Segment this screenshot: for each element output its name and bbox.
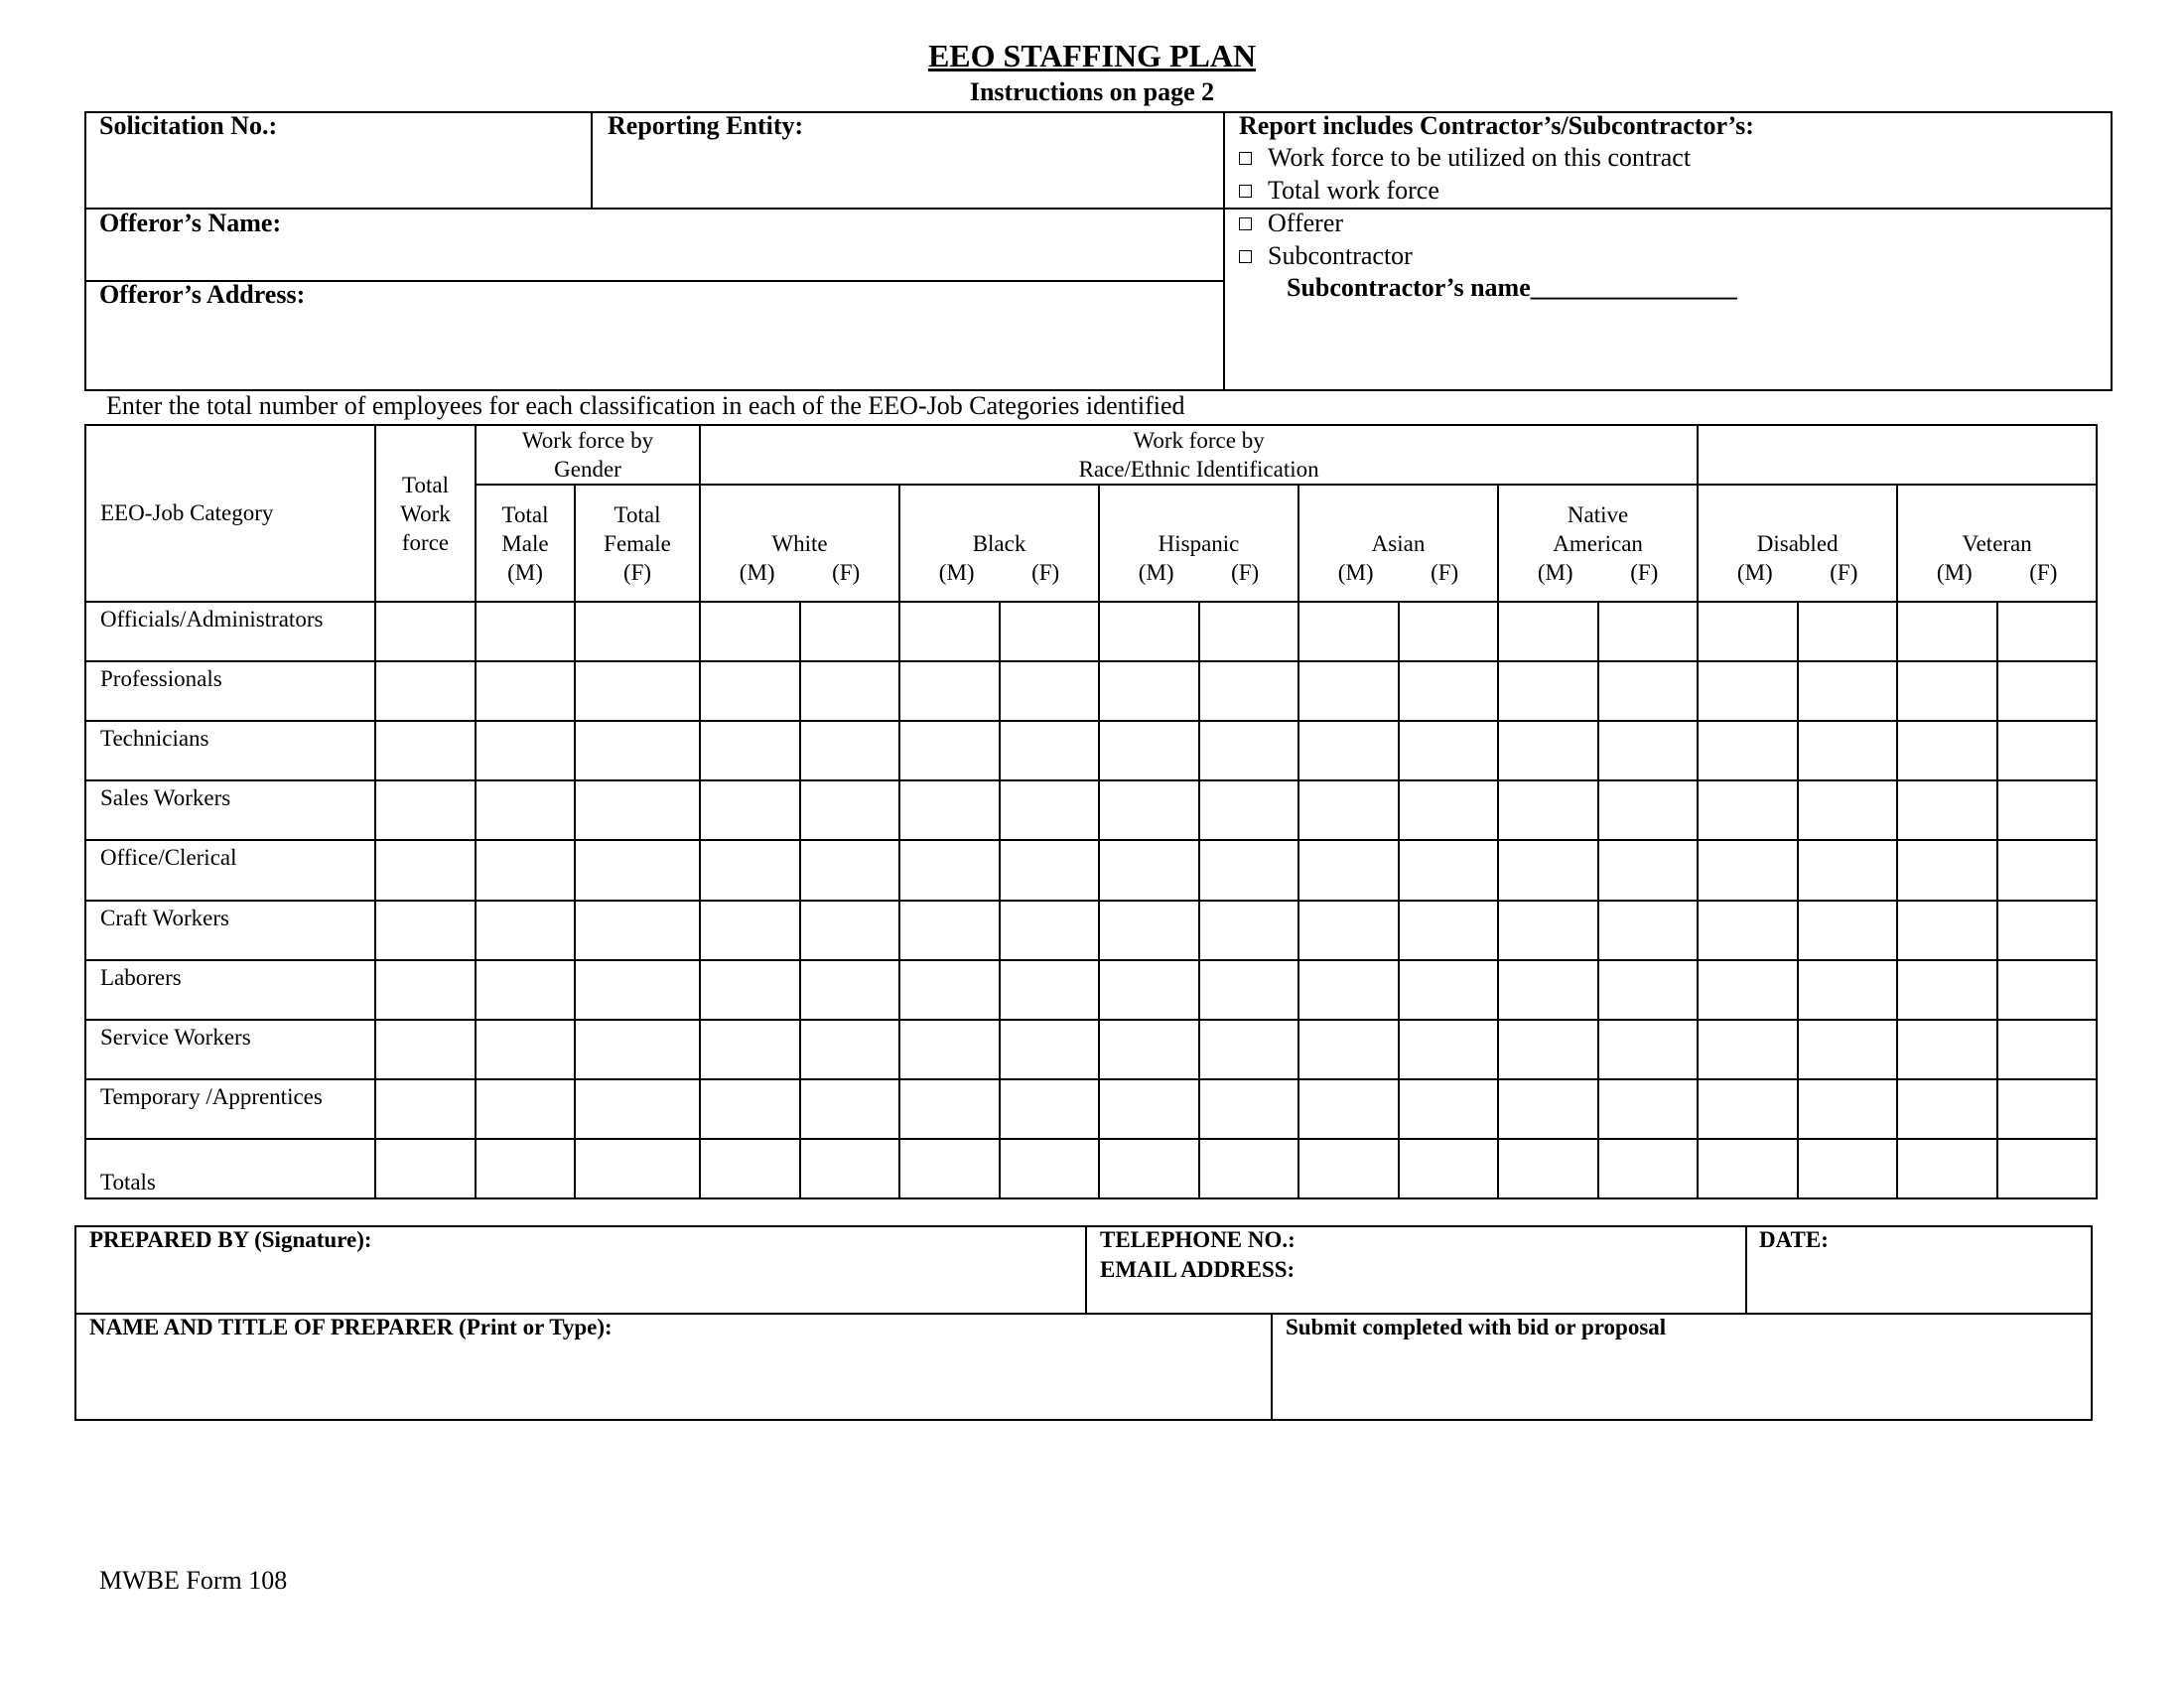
count-cell[interactable] (1298, 901, 1399, 960)
count-cell[interactable] (1399, 602, 1498, 661)
option-subcontractor[interactable] (1239, 241, 1413, 271)
count-cell[interactable] (575, 1139, 700, 1198)
count-cell[interactable] (1498, 901, 1598, 960)
count-cell[interactable] (1099, 780, 1199, 840)
count-cell[interactable] (1199, 960, 1298, 1020)
count-cell[interactable] (375, 1139, 476, 1198)
count-cell[interactable] (1000, 661, 1099, 721)
count-cell[interactable] (1598, 1079, 1698, 1139)
header-line: Female (604, 530, 671, 556)
count-cell[interactable] (1399, 661, 1498, 721)
count-cell[interactable] (1498, 840, 1598, 900)
count-cell[interactable] (1199, 661, 1298, 721)
count-cell[interactable] (1498, 1139, 1598, 1198)
group-name: Native (1567, 501, 1629, 527)
count-cell[interactable] (1000, 840, 1099, 900)
solicitation-no-field[interactable]: Solicitation No.: (99, 111, 278, 140)
gender-group-header (476, 425, 700, 485)
count-cell[interactable] (1298, 602, 1399, 661)
header-spacer (701, 500, 898, 529)
count-cell[interactable] (1897, 1020, 1997, 1079)
count-cell[interactable] (1000, 1079, 1099, 1139)
count-cell[interactable] (1099, 602, 1199, 661)
header-line: Male (501, 530, 549, 556)
count-cell[interactable] (1199, 840, 1298, 900)
count-cell[interactable] (1498, 1020, 1598, 1079)
offeror-name-field[interactable]: Offeror’s Name: (99, 209, 282, 237)
count-cell[interactable] (899, 780, 1000, 840)
count-cell[interactable] (476, 1079, 575, 1139)
header-divider (591, 111, 593, 209)
count-cell[interactable] (899, 1139, 1000, 1198)
group-name: Veteran (1962, 530, 2032, 556)
count-cell[interactable] (1298, 780, 1399, 840)
count-cell[interactable] (899, 901, 1000, 960)
count-cell[interactable] (1798, 1139, 1897, 1198)
footer-divider (1085, 1225, 1087, 1314)
count-cell[interactable] (1598, 840, 1698, 900)
count-cell[interactable] (700, 780, 800, 840)
count-cell[interactable] (1798, 1020, 1897, 1079)
count-cell[interactable] (1598, 721, 1698, 780)
count-cell[interactable] (1997, 1020, 2097, 1079)
count-cell[interactable] (476, 721, 575, 780)
table-row (85, 960, 2097, 1020)
count-cell[interactable] (1698, 721, 1798, 780)
header-line: Work force by (521, 428, 654, 454)
count-cell[interactable] (476, 901, 575, 960)
count-cell[interactable] (1698, 602, 1798, 661)
male-label: (M) (1337, 559, 1374, 585)
count-cell[interactable] (700, 1079, 800, 1139)
category-header: EEO-Job Category (85, 425, 375, 602)
header-line: Race/Ethnic Identification (1078, 457, 1319, 483)
group-name: American (1553, 530, 1643, 556)
total-female-header (575, 485, 700, 602)
mf-labels (1299, 558, 1497, 587)
count-cell[interactable] (1199, 901, 1298, 960)
checkbox-icon[interactable] (1239, 185, 1252, 198)
category-label: Service Workers (85, 1020, 375, 1079)
count-cell[interactable] (1598, 780, 1698, 840)
option-offerer[interactable] (1239, 209, 1343, 238)
preparer-name-title-field[interactable]: NAME AND TITLE OF PREPARER (Print or Type): (89, 1315, 613, 1339)
count-cell[interactable] (899, 661, 1000, 721)
count-cell[interactable] (575, 661, 700, 721)
category-label: Officials/Administrators (85, 602, 375, 661)
count-cell[interactable] (800, 780, 899, 840)
count-cell[interactable] (375, 840, 476, 900)
header-line: Total (402, 472, 449, 497)
count-cell[interactable] (800, 661, 899, 721)
count-cell[interactable] (1399, 960, 1498, 1020)
count-cell[interactable] (1199, 721, 1298, 780)
female-label: (F) (832, 559, 861, 585)
count-cell[interactable] (1897, 1079, 1997, 1139)
count-cell[interactable] (575, 960, 700, 1020)
page-title: EEO STAFFING PLAN (927, 38, 1257, 73)
count-cell[interactable] (575, 721, 700, 780)
count-cell[interactable] (1399, 840, 1498, 900)
count-cell[interactable] (899, 1020, 1000, 1079)
count-cell[interactable] (899, 1079, 1000, 1139)
report-includes-label: Report includes Contractor’s/Subcontractor’s: (1239, 111, 1754, 140)
count-cell[interactable] (1598, 1020, 1698, 1079)
count-cell[interactable] (1298, 721, 1399, 780)
count-cell[interactable] (1399, 721, 1498, 780)
count-cell[interactable] (476, 1139, 575, 1198)
count-cell[interactable] (1498, 960, 1598, 1020)
count-cell[interactable] (575, 780, 700, 840)
count-cell[interactable] (1798, 1079, 1897, 1139)
checkbox-icon[interactable] (1239, 217, 1252, 230)
count-cell[interactable] (375, 721, 476, 780)
header-spacer (900, 500, 1098, 529)
count-cell[interactable] (1598, 901, 1698, 960)
count-cell[interactable] (1798, 780, 1897, 840)
count-cell[interactable] (899, 840, 1000, 900)
count-cell[interactable] (1997, 721, 2097, 780)
count-cell[interactable] (476, 960, 575, 1020)
group-name: Hispanic (1158, 530, 1240, 556)
table-row (85, 780, 2097, 840)
female-label: (F) (1830, 559, 1858, 585)
count-cell[interactable] (1997, 1079, 2097, 1139)
female-label: (F) (1231, 559, 1260, 585)
count-cell[interactable] (1000, 901, 1099, 960)
count-cell[interactable] (899, 960, 1000, 1020)
group-header (1897, 485, 2097, 602)
option-contract-workforce[interactable] (1239, 143, 1691, 173)
count-cell[interactable] (1298, 960, 1399, 1020)
female-label: (F) (1630, 559, 1659, 585)
count-cell[interactable] (575, 840, 700, 900)
count-cell[interactable] (1099, 1139, 1199, 1198)
count-cell[interactable] (1897, 901, 1997, 960)
category-label: Temporary /Apprentices (85, 1079, 375, 1139)
male-label: (M) (1736, 559, 1773, 585)
option-label: Offerer (1268, 209, 1344, 237)
submit-note: Submit completed with bid or proposal (1286, 1315, 1667, 1339)
email-field[interactable]: EMAIL ADDRESS: (1100, 1257, 1296, 1282)
header-spacer (1299, 500, 1497, 529)
count-cell[interactable] (1099, 721, 1199, 780)
count-cell[interactable] (476, 602, 575, 661)
count-cell[interactable] (1997, 780, 2097, 840)
mf-labels (1898, 558, 2096, 587)
female-label: (F) (1431, 559, 1459, 585)
group-name: White (771, 530, 828, 556)
count-cell[interactable] (1399, 1079, 1498, 1139)
option-total-workforce[interactable] (1239, 176, 1439, 206)
table-row (85, 1020, 2097, 1079)
race-group-header (700, 425, 1698, 485)
count-cell[interactable] (800, 1079, 899, 1139)
header-line: Work force by (1133, 428, 1265, 454)
group-header (1498, 485, 1698, 602)
count-cell[interactable] (1997, 602, 2097, 661)
category-label: Sales Workers (85, 780, 375, 840)
mf-labels (1699, 558, 1896, 587)
mf-labels (900, 558, 1098, 587)
header-line: (F) (622, 559, 652, 585)
count-cell[interactable] (1897, 661, 1997, 721)
count-cell[interactable] (1199, 1079, 1298, 1139)
count-cell[interactable] (700, 1139, 800, 1198)
count-cell[interactable] (1498, 661, 1598, 721)
group-header (1099, 485, 1298, 602)
category-label: Technicians (85, 721, 375, 780)
count-cell[interactable] (476, 780, 575, 840)
count-cell[interactable] (1298, 840, 1399, 900)
count-cell[interactable] (1498, 721, 1598, 780)
male-label: (M) (1138, 559, 1174, 585)
count-cell[interactable] (1199, 1020, 1298, 1079)
count-cell[interactable] (1498, 1079, 1598, 1139)
header-line: Total (614, 501, 661, 527)
table-row (85, 901, 2097, 960)
count-cell[interactable] (1000, 602, 1099, 661)
count-cell[interactable] (1598, 661, 1698, 721)
category-label: Totals (85, 1139, 375, 1198)
table-row (85, 840, 2097, 900)
count-cell[interactable] (1798, 661, 1897, 721)
header-line: force (401, 529, 450, 555)
header-line: Gender (554, 457, 621, 483)
count-cell[interactable] (1498, 780, 1598, 840)
count-cell[interactable] (1698, 780, 1798, 840)
count-cell[interactable] (700, 840, 800, 900)
header-spacer (1100, 500, 1297, 529)
count-cell[interactable] (1298, 1139, 1399, 1198)
count-cell[interactable] (476, 1020, 575, 1079)
count-cell[interactable] (700, 1020, 800, 1079)
eeo-job-category-table (84, 424, 2098, 1199)
count-cell[interactable] (1698, 1139, 1798, 1198)
count-cell[interactable] (1997, 661, 2097, 721)
count-cell[interactable] (1498, 602, 1598, 661)
header-box (84, 111, 2113, 391)
category-label: Professionals (85, 661, 375, 721)
header-divider (1223, 111, 1225, 391)
count-cell[interactable] (1997, 960, 2097, 1020)
count-cell[interactable] (700, 960, 800, 1020)
count-cell[interactable] (1598, 602, 1698, 661)
group-name: Disabled (1756, 530, 1839, 556)
count-cell[interactable] (1698, 960, 1798, 1020)
male-label: (M) (938, 559, 975, 585)
prepared-by-field[interactable]: PREPARED BY (Signature): (89, 1227, 372, 1252)
count-cell[interactable] (1000, 960, 1099, 1020)
count-cell[interactable] (1598, 1139, 1698, 1198)
count-cell[interactable] (375, 1079, 476, 1139)
count-cell[interactable] (1897, 840, 1997, 900)
count-cell[interactable] (1598, 960, 1698, 1020)
telephone-field[interactable]: TELEPHONE NO.: (1100, 1227, 1296, 1252)
count-cell[interactable] (1798, 960, 1897, 1020)
form-number: MWBE Form 108 (99, 1566, 288, 1595)
mf-labels (1100, 558, 1297, 587)
option-label: Subcontractor (1268, 241, 1413, 270)
table-row (85, 1139, 2097, 1198)
count-cell[interactable] (375, 661, 476, 721)
count-cell[interactable] (800, 1139, 899, 1198)
count-cell[interactable] (1897, 780, 1997, 840)
female-label: (F) (1031, 559, 1060, 585)
count-cell[interactable] (1399, 1139, 1498, 1198)
count-cell[interactable] (1997, 840, 2097, 900)
header-divider (84, 208, 2113, 210)
count-cell[interactable] (1298, 1079, 1399, 1139)
table-row (85, 1079, 2097, 1139)
count-cell[interactable] (1798, 840, 1897, 900)
group-name: Asian (1371, 530, 1426, 556)
count-cell[interactable] (800, 840, 899, 900)
blank-group-header (1698, 425, 2097, 485)
count-cell[interactable] (1000, 780, 1099, 840)
count-cell[interactable] (800, 960, 899, 1020)
count-cell[interactable] (375, 780, 476, 840)
footer-divider (1745, 1225, 1747, 1314)
count-cell[interactable] (700, 901, 800, 960)
count-cell[interactable] (476, 661, 575, 721)
female-label: (F) (2029, 559, 2058, 585)
mf-labels (1499, 558, 1697, 587)
category-label: Office/Clerical (85, 840, 375, 900)
count-cell[interactable] (476, 840, 575, 900)
count-cell[interactable] (700, 721, 800, 780)
count-cell[interactable] (899, 721, 1000, 780)
checkbox-icon[interactable] (1239, 250, 1252, 263)
count-cell[interactable] (575, 602, 700, 661)
header-line: (M) (507, 559, 543, 585)
count-cell[interactable] (899, 602, 1000, 661)
count-cell[interactable] (575, 1020, 700, 1079)
count-cell[interactable] (1698, 840, 1798, 900)
footer-divider (1271, 1313, 1273, 1421)
header-line: Total (501, 501, 549, 527)
count-cell[interactable] (700, 661, 800, 721)
group-header (1698, 485, 1897, 602)
instruction-text: Enter the total number of employees for each classification in each of the EEO-Job Categories identified (106, 391, 1185, 420)
table-row (85, 661, 2097, 721)
header-spacer (1699, 500, 1896, 529)
option-label: Work force to be utilized on this contract (1268, 143, 1692, 172)
count-cell[interactable] (1298, 1020, 1399, 1079)
count-cell[interactable] (1000, 1020, 1099, 1079)
count-cell[interactable] (375, 602, 476, 661)
count-cell[interactable] (1399, 1020, 1498, 1079)
count-cell[interactable] (1199, 602, 1298, 661)
count-cell[interactable] (575, 901, 700, 960)
header-spacer (1898, 500, 2096, 529)
male-label: (M) (739, 559, 775, 585)
count-cell[interactable] (575, 1079, 700, 1139)
group-header (1298, 485, 1498, 602)
total-male-header (476, 485, 575, 602)
count-cell[interactable] (1399, 780, 1498, 840)
count-cell[interactable] (1099, 1079, 1199, 1139)
count-cell[interactable] (1698, 1079, 1798, 1139)
count-cell[interactable] (1099, 840, 1199, 900)
group-header (899, 485, 1099, 602)
count-cell[interactable] (1099, 901, 1199, 960)
category-label: Laborers (85, 960, 375, 1020)
option-label: Total work force (1268, 176, 1439, 205)
male-label: (M) (1537, 559, 1573, 585)
count-cell[interactable] (1099, 960, 1199, 1020)
count-cell[interactable] (1798, 901, 1897, 960)
count-cell[interactable] (1698, 1020, 1798, 1079)
category-label: Craft Workers (85, 901, 375, 960)
count-cell[interactable] (375, 960, 476, 1020)
offeror-address-field[interactable]: Offeror’s Address: (99, 280, 306, 309)
male-label: (M) (1936, 559, 1973, 585)
reporting-entity-field[interactable]: Reporting Entity: (608, 111, 804, 140)
group-header (700, 485, 899, 602)
table-row (85, 602, 2097, 661)
count-cell[interactable] (1698, 661, 1798, 721)
count-cell[interactable] (1099, 661, 1199, 721)
page-subtitle: Instructions on page 2 (969, 77, 1215, 106)
count-cell[interactable] (1199, 1139, 1298, 1198)
count-cell[interactable] (1798, 721, 1897, 780)
count-cell[interactable] (1698, 901, 1798, 960)
subcontractor-name-field[interactable]: Subcontractor’s name________________ (1287, 273, 1737, 302)
table-row (85, 721, 2097, 780)
count-cell[interactable] (1399, 901, 1498, 960)
total-workforce-header (375, 425, 476, 602)
date-field[interactable]: DATE: (1759, 1227, 1829, 1252)
count-cell[interactable] (1298, 661, 1399, 721)
checkbox-icon[interactable] (1239, 152, 1252, 165)
count-cell[interactable] (1000, 721, 1099, 780)
count-cell[interactable] (1997, 1139, 2097, 1198)
count-cell[interactable] (1897, 721, 1997, 780)
mf-labels (701, 558, 898, 587)
count-cell[interactable] (1000, 1139, 1099, 1198)
count-cell[interactable] (1897, 1139, 1997, 1198)
count-cell[interactable] (700, 602, 800, 661)
count-cell[interactable] (1997, 901, 2097, 960)
count-cell[interactable] (1897, 960, 1997, 1020)
count-cell[interactable] (375, 901, 476, 960)
group-name: Black (972, 530, 1026, 556)
count-cell[interactable] (1798, 602, 1897, 661)
count-cell[interactable] (375, 1020, 476, 1079)
count-cell[interactable] (1897, 602, 1997, 661)
count-cell[interactable] (1199, 780, 1298, 840)
count-cell[interactable] (800, 1020, 899, 1079)
count-cell[interactable] (800, 721, 899, 780)
count-cell[interactable] (800, 901, 899, 960)
count-cell[interactable] (800, 602, 899, 661)
count-cell[interactable] (1099, 1020, 1199, 1079)
header-line: Work (400, 500, 451, 526)
